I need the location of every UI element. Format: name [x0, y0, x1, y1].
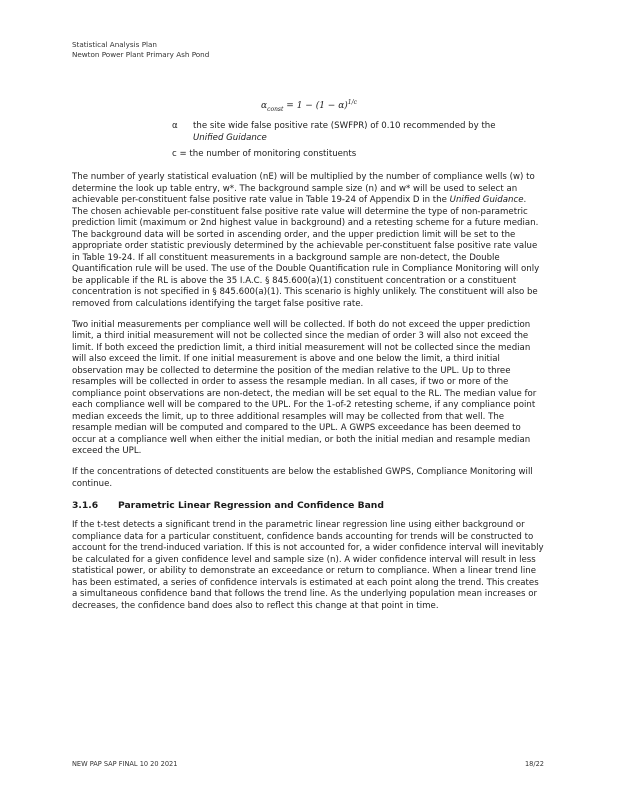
formula-rhs: = 1 − (1 − α) [286, 101, 348, 111]
alpha-definition-text [193, 121, 542, 144]
header-site-name: Newton Power Plant Primary Ash Pond [72, 50, 210, 59]
section-number: 3.1.6 [72, 499, 99, 511]
alpha-symbol: α [172, 121, 178, 131]
alpha-definition-reference: Unified Guidance [193, 132, 267, 143]
body-text [72, 172, 544, 622]
alpha-definition-body: the site wide false positive rate (SWFPR) of 0.10 recommended by the [193, 121, 496, 131]
paragraph-compliance-monitoring: If the concentrations of detected constituents are below the established GWPS, Compliance Monitoring will continue. [72, 467, 533, 489]
formula-lhs-subscript: const [267, 105, 284, 113]
page-footer [72, 760, 544, 768]
alpha-const-formula [0, 99, 618, 113]
page-header [72, 40, 209, 60]
formula-exponent: 1/c [347, 99, 357, 106]
header-document-title: Statistical Analysis Plan [72, 40, 157, 49]
paragraph-prediction-limit [72, 172, 544, 310]
section-title: Parametric Linear Regression and Confidence Band [118, 499, 384, 511]
formula-definitions [172, 121, 542, 168]
paragraph-confidence-band: If the t-test detects a significant trend in the parametric linear regression line using either background or compliance data for a particular constituent, confidence bands accounting for trends will be constructed to account for the trend-induced variation. If this is not accounted for, a wider confidence interval will inevitably be calculated for a given confidence level and sample size (n). A wider confidence interval will result in less statistical power, or ability to demonstrate an exceedance or return to compliance. When a linear trend line has been estimated, a series of confidence intervals is estimated at each point along the trend. This creates a simultaneous confidence band that follows the trend line. As the underlying population mean increases or decreases, the confidence band does also to reflect this change at that point in time. [72, 520, 544, 611]
section-heading [72, 500, 544, 512]
footer-page-number: 18/22 [524, 760, 544, 768]
paragraph-1-part-b: . The chosen achievable per-constituent false positive rate value will determine the type of non-parametric prediction limit (maximum or 2nd highest value in background) and a retesting scheme for a future median. The background data will be sorted in ascending order, and the upper prediction limit will be set to the appropriate order statistic previously determined by the achievable per-constituent false positive rate value in Table 19-24. If all constituent measurements in a background sample are non-detect, the Double Quantification rule will be used. The use of the Double Quantification rule in Compliance Monitoring will only be applicable if the RL is above the 35 I.A.C. § 845.600(a)(1) constituent concentration or a constituent concentration is not specified in § 845.600(a)(1). This scenario is highly unlikely. The constituent will also be removed from calculations identifying the target false positive rate. [72, 195, 540, 309]
paragraph-1-reference: Unified Guidance [449, 195, 524, 205]
paragraph-1-part-a: The number of yearly statistical evaluation (nE) will be multiplied by the number of compliance wells (w) to determine the look up table entry, w*. The background sample size (n) and w* will be used to select an achievable per-constituent false positive rate value in Table 19-24 of Appendix D in the [72, 172, 535, 205]
paragraph-measurements: Two initial measurements per compliance well will be collected. If both do not exceed the upper prediction limit, a third initial measurement will not be collected since the median of order 3 will also not exceed the limit. If both exceed the prediction limit, a third initial measurement will not be collected since the median will also exceed the limit. If one initial measurement is above and one below the limit, a third initial observation may be collected to determine the position of the median relative to the UPL. Up to three resamples will be collected in order to assess the resample median. In all cases, if two or more of the compliance point observations are non-detect, the median will be set equal to the RL. The median value for each compliance well will be compared to the UPL. For the 1-of-2 retesting scheme, if any compliance point median exceeds the limit, up to three additional resamples will may be collected from that well. The resample median will be computed and compared to the UPL. A GWPS exceedance has been deemed to occur at a compliance well when either the initial median, or both the initial median and resample median exceed the UPL. [72, 319, 537, 456]
c-definition [172, 149, 542, 161]
alpha-definition [172, 121, 542, 144]
formula-lhs: α [261, 101, 268, 111]
c-definition-text: c = the number of monitoring constituents [172, 149, 357, 159]
footer-document-id: NEW PAP SAP FINAL 10 20 2021 [72, 760, 178, 768]
